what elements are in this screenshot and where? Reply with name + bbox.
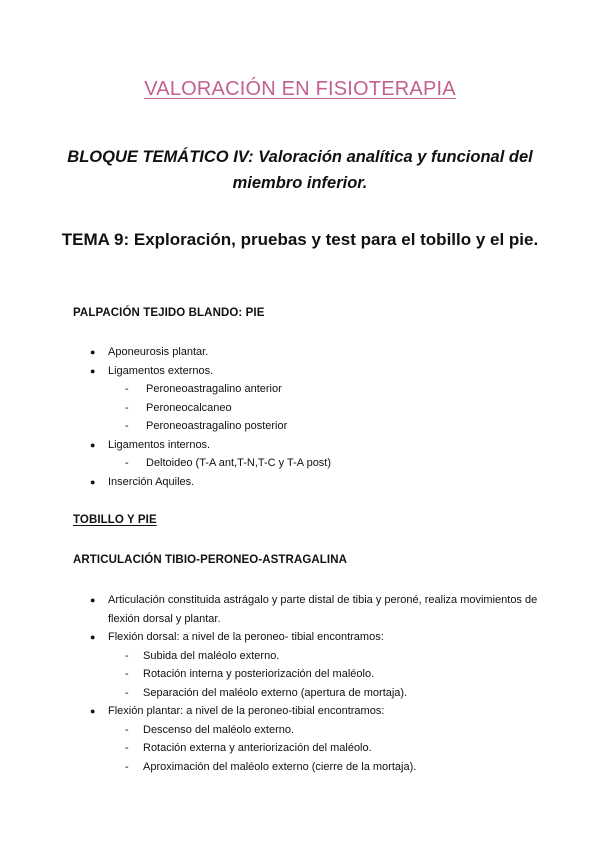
document-title: VALORACIÓN EN FISIOTERAPIA bbox=[144, 78, 456, 100]
list-item: ● Articulación constituida astrágalo y parte distal de tibia y peroné, realiza movimientos de flexión dorsal y plantar. bbox=[90, 591, 540, 628]
sub-list-item: - Rotación externa y anteriorización del maléolo. bbox=[108, 739, 540, 758]
sub-list-item: - Rotación interna y posteriorización del maléolo. bbox=[108, 665, 540, 684]
sub-list-item: - Aproximación del maléolo externo (cierre de la mortaja). bbox=[108, 758, 540, 777]
list-item-text: Flexión plantar: a nivel de la peroneo-tibial encontramos: bbox=[108, 705, 385, 717]
sub-list bbox=[108, 647, 540, 703]
block-lead: BLOQUE TEMÁTICO IV bbox=[67, 148, 249, 166]
list-item bbox=[90, 702, 540, 776]
section-heading-palpacion: PALPACIÓN TEJIDO BLANDO: PIE bbox=[73, 307, 265, 319]
sub-list-item: - Subida del maléolo externo. bbox=[108, 647, 540, 666]
sub-list-item: - Peroneoastragalino posterior bbox=[108, 417, 540, 436]
list-item-text: Ligamentos externos. bbox=[108, 364, 214, 377]
list-item bbox=[90, 436, 540, 473]
tema-rest: : Exploración, pruebas y test para el tobillo y el pie. bbox=[123, 230, 539, 249]
section-heading-articulacion: ARTICULACIÓN TIBIO-PERONEO-ASTRAGALINA bbox=[73, 554, 348, 566]
list-item-text: Flexión dorsal: a nivel de la peroneo- tibial encontramos: bbox=[108, 631, 384, 643]
sub-list-item: - Descenso del maléolo externo. bbox=[108, 721, 540, 740]
sub-list-item: - Peroneoastragalino anterior bbox=[108, 380, 540, 399]
sub-list-item: - Peroneocalcaneo bbox=[108, 399, 540, 418]
list-item: ● Inserción Aquiles. bbox=[90, 473, 540, 492]
sub-list-item: - Deltoideo (T-A ant,T-N,T-C y T-A post) bbox=[108, 454, 540, 473]
block-rest: : Valoración analítica y funcional del miembro inferior. bbox=[232, 148, 533, 192]
list-item-text: Ligamentos internos. bbox=[108, 438, 211, 451]
list-item bbox=[90, 628, 540, 702]
list-item bbox=[90, 362, 540, 436]
list-item: ● Aponeurosis plantar. bbox=[90, 343, 540, 362]
tema-heading bbox=[60, 226, 540, 254]
palpacion-list bbox=[90, 343, 540, 491]
sub-list bbox=[108, 454, 540, 473]
sub-list bbox=[108, 380, 540, 436]
sub-list-item: - Separación del maléolo externo (apertura de mortaja). bbox=[108, 684, 540, 703]
sub-list bbox=[108, 721, 540, 777]
block-heading bbox=[60, 144, 540, 196]
articulacion-list bbox=[90, 591, 540, 776]
section-heading-tobillo: TOBILLO Y PIE bbox=[73, 514, 157, 526]
tema-lead: TEMA 9 bbox=[61, 230, 124, 249]
